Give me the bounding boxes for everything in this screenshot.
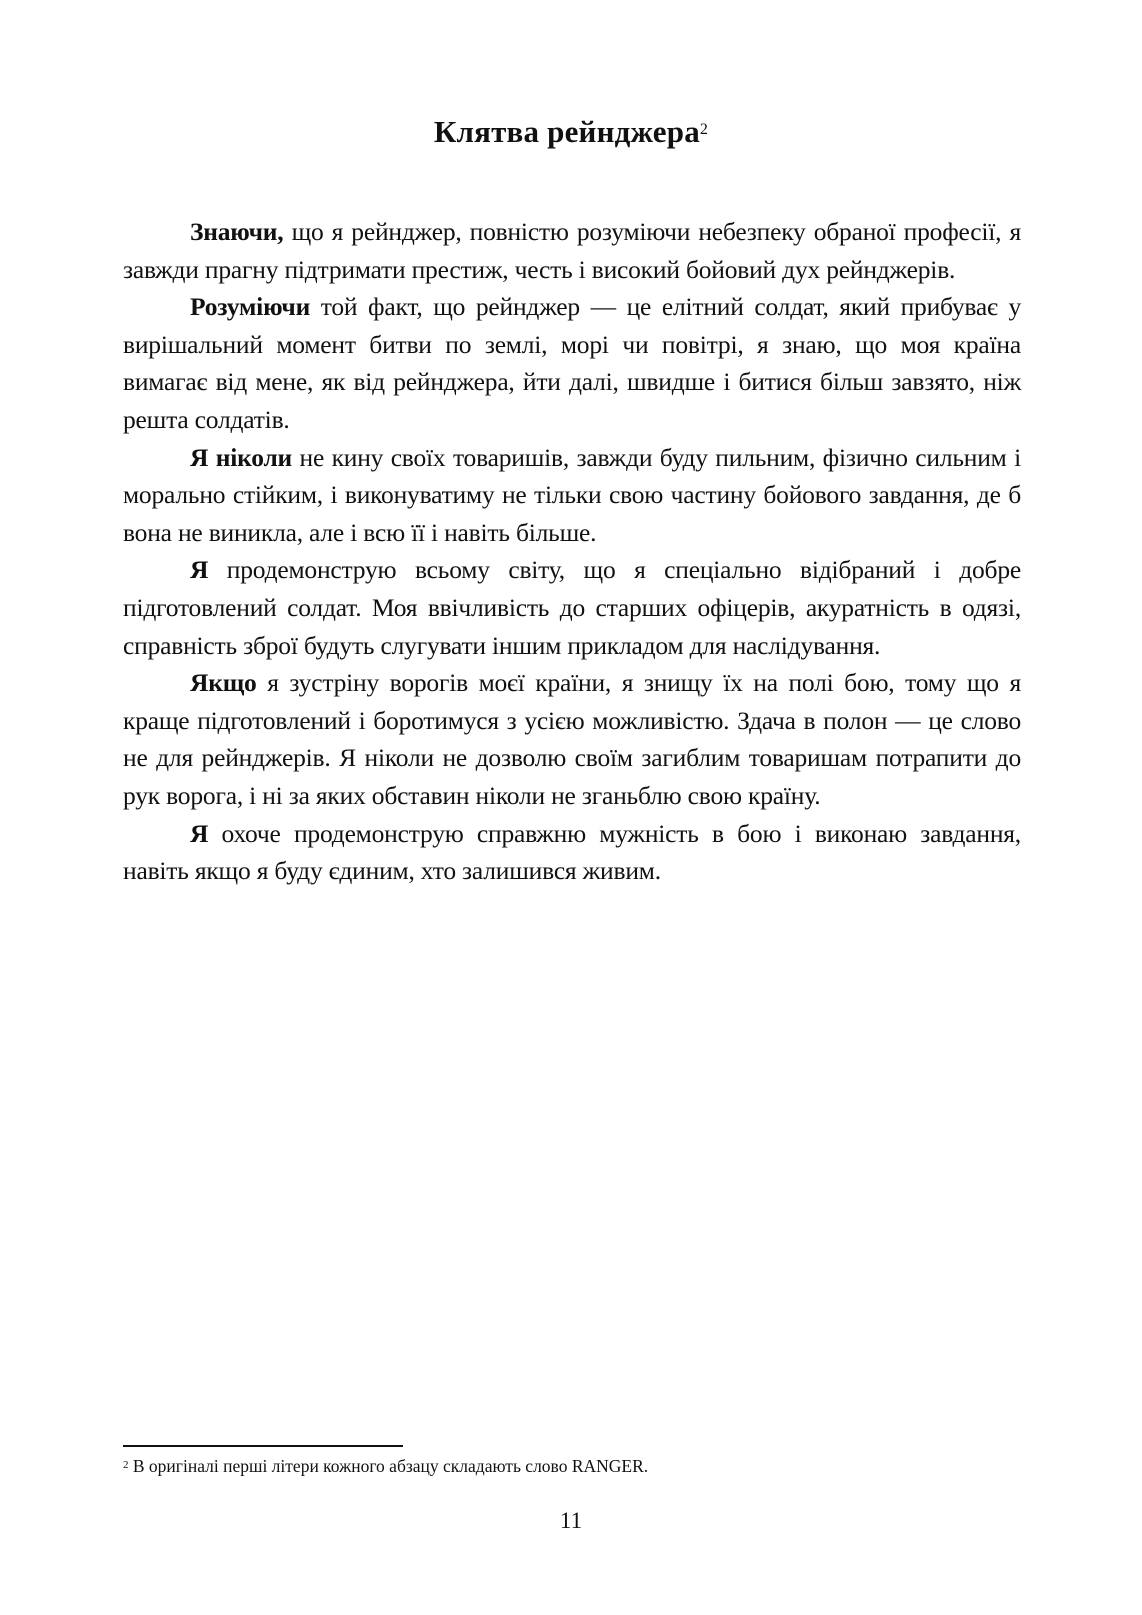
page-title (0, 112, 1142, 152)
paragraph-text: що я рейнджер, повністю розуміючи небезпеку обраної професії, я завжди прагну підтримати престиж, честь і високий бойовий дух рейнджерів. (123, 217, 1021, 284)
paragraph-lead: Розуміючи (190, 292, 311, 322)
footnote-mark: 2 (123, 1459, 129, 1471)
paragraph-lead: Я (190, 818, 209, 848)
page-number: 11 (559, 1508, 583, 1533)
paragraph-lead: Я (190, 555, 209, 585)
paragraph-lead: Я ніколи (190, 442, 293, 472)
title-text: Клятва рейнджера (433, 114, 700, 149)
paragraph (123, 815, 1021, 890)
footnote-reference[interactable]: 2 (699, 121, 709, 138)
paragraph-text: не кину своїх товаришів, завжди буду пильним, фізично сильним і морально стійким, і виконуватиму не тільки свою частину бойового завдання, де б вона не виникла, але і всю її і навіть більше. (123, 442, 1021, 547)
paragraph-text: той факт, що рейнджер — це елітний солдат, який прибуває у вирішальний момент битви по землі, морі чи повітрі, я знаю, що моя країна вимагає від мене, як від рейнджера, йти далі, швидше і битися більш завзято, ніж решта солдатів. (123, 292, 1021, 434)
oath-body (123, 213, 1021, 890)
paragraph (123, 551, 1021, 664)
paragraph-text: продемонструю всьому світу, що я спеціально відібраний і добре підготовлений солдат. Моя ввічливість до старших офіцерів, акуратність в одязі, справність зброї будуть слугувати іншим прикладом для наслідування. (123, 555, 1021, 660)
paragraph-lead: Знаючи, (190, 217, 284, 246)
footnote-separator (123, 1445, 403, 1447)
paragraph-lead: Якщо (190, 668, 257, 698)
footnote-text: В оригіналі перші літери кожного абзацу складають слово RANGER. (128, 1456, 649, 1476)
paragraph (123, 288, 1021, 438)
paragraph (123, 213, 1021, 288)
paragraph-text: я зустріну ворогів моєї країни, я знищу їх на полі бою, тому що я краще підготовлений і боротимуся з усією можливістю. Здача в полон — це слово не для рейнджерів. Я ніколи не дозволю своїм загиблим товаришам потрапити до рук ворога, і ні за яких обставин ніколи не зганьблю свою країну. (123, 668, 1021, 810)
paragraph (123, 439, 1021, 552)
paragraph (123, 664, 1021, 814)
paragraph-text: охоче продемонструю справжню мужність в бою і виконаю завдання, навіть якщо я буду єдиним, хто залишився живим. (123, 818, 1021, 886)
footnote (123, 1454, 1023, 1478)
